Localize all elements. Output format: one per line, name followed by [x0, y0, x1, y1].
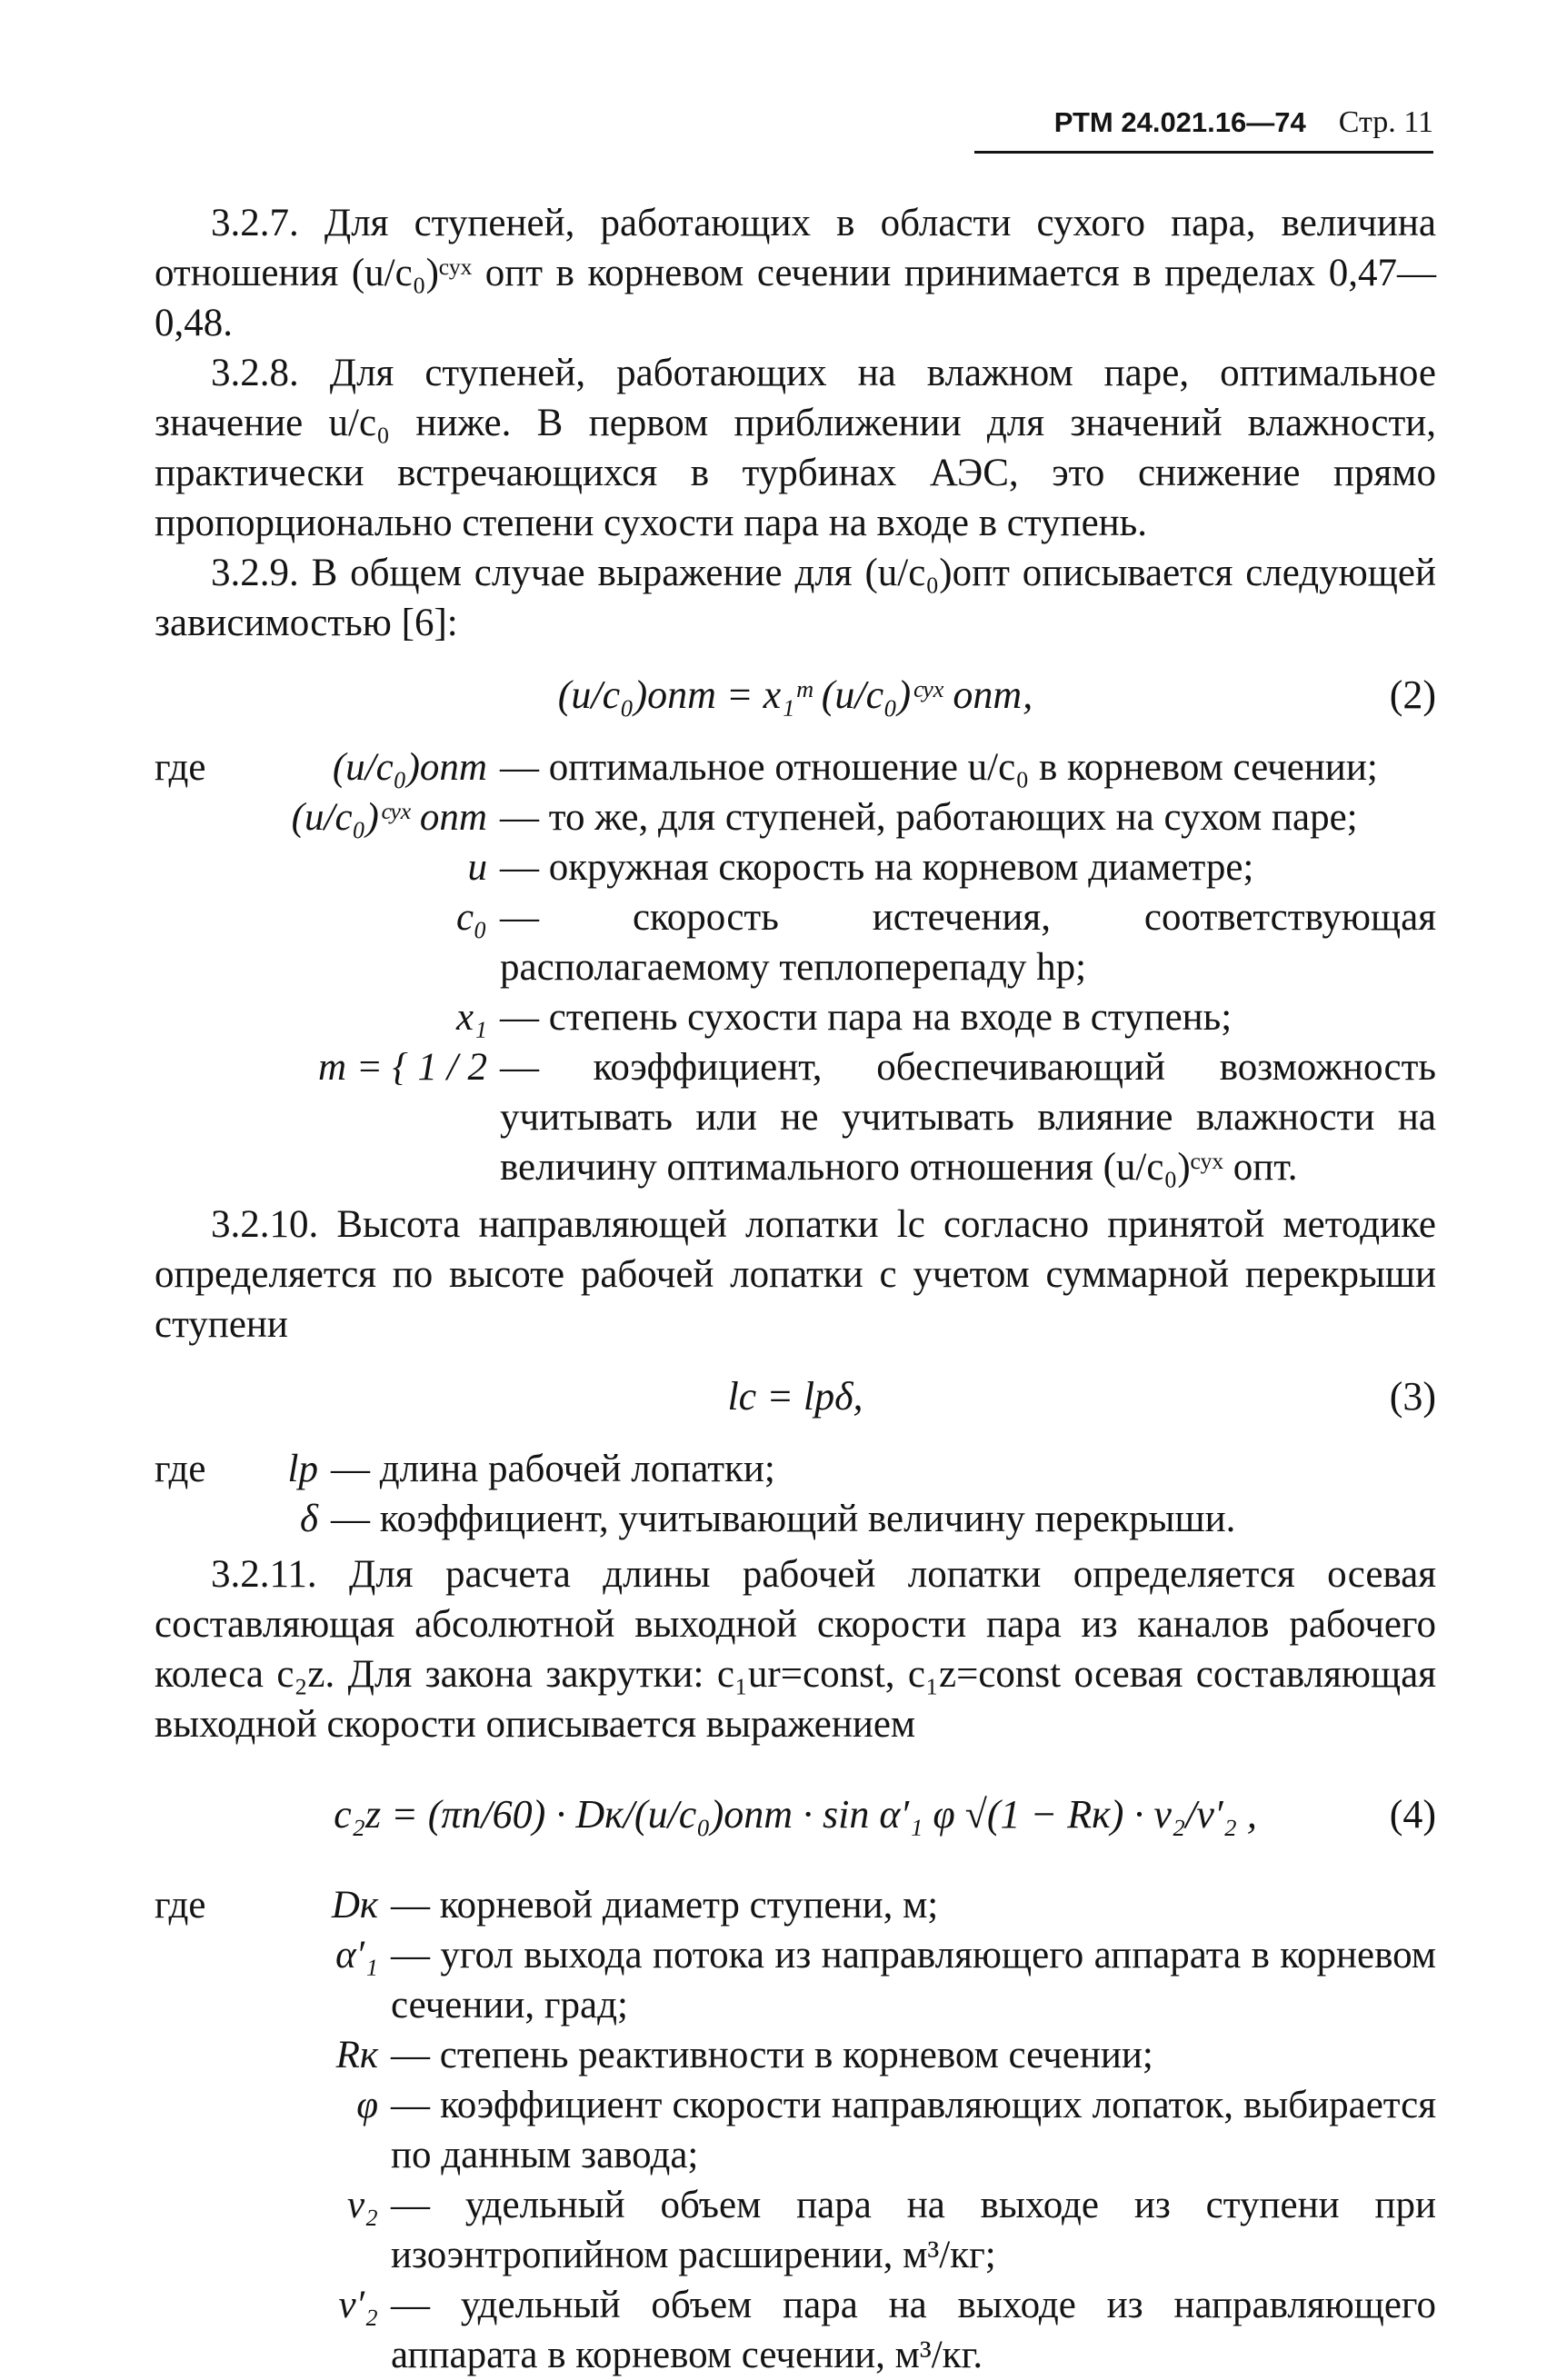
definitions-list-c [155, 1880, 1436, 2380]
definition-text: — степень сухости пара на входе в ступень; [500, 996, 1233, 1039]
definition-text: — удельный объем пара на выходе из ступени при изоэнтропийном расширении, м³/кг; [391, 2184, 1436, 2276]
formula-3-expression: lc = lрδ, [727, 1374, 863, 1419]
formula-4 [155, 1760, 1436, 1869]
definition-symbol: c₀ [455, 896, 487, 939]
definition-symbol: lр [287, 1448, 318, 1490]
definition-symbol: m = { 1 / 2 [318, 1046, 487, 1089]
formula-4-number: (4) [1389, 1792, 1436, 1837]
definition-symbol: x₁ [455, 996, 487, 1039]
definition-symbol: φ [356, 2084, 378, 2126]
paragraph-3-2-11: 3.2.11. Для расчета длины рабочей лопатки определяется осевая составляющая абсолютной выходной скорости пара из каналов рабочего колеса c₂z. Для закона закрутки: c₁ur=const, c₁z=const осевая составляющая выходной скорости описывается выражением [155, 1553, 1436, 1746]
where-label: где [155, 1448, 206, 1490]
page-number: Стр. 11 [1338, 105, 1433, 139]
definition-text: — длина рабочей лопатки; [331, 1448, 775, 1490]
definition-text: — удельный объем пара на выходе из направляющего аппарата в корневом сечении, м³/кг. [391, 2284, 1436, 2376]
formula-2-number: (2) [1389, 672, 1436, 717]
definition-symbol: v′₂ [338, 2284, 378, 2326]
definition-text: — коэффициент, учитывающий величину перекрыши. [331, 1498, 1236, 1540]
paragraph-3-2-8: 3.2.8. Для ступеней, работающих на влажном паре, оптимальное значение u/c₀ ниже. В первом приближении для значений влажности, практически встречающихся в турбинах АЭС, это снижение прямо пропорционально степени сухости пара на входе в ступень. [155, 352, 1436, 544]
paragraph-3-2-10: 3.2.10. Высота направляющей лопатки lc согласно принятой методике определяется по высоте рабочей лопатки с учетом суммарной перекрыши ступени [155, 1203, 1436, 1346]
formula-2-expression: (u/c₀)опт = x₁ᵐ (u/c₀)ᶜʸˣ опт, [557, 672, 1033, 717]
definition-text: — окружная скорость на корневом диаметре; [500, 846, 1254, 889]
definition-symbol: Dк [331, 1884, 378, 1927]
definition-text: — скорость истечения, соответствующая располагаемому теплоперепаду hр; [500, 896, 1436, 989]
paragraph-3-2-9: 3.2.9. В общем случае выражение для (u/c₀)опт описывается следующей зависимостью [6]: [155, 552, 1436, 644]
formula-3-number: (3) [1389, 1374, 1436, 1419]
definition-text: — оптимальное отношение u/c₀ в корневом сечении; [500, 746, 1378, 789]
definitions-list-b [155, 1444, 1436, 1544]
definition-symbol: (u/c₀)ᶜʸˣ опт [291, 796, 487, 839]
definition-text: — угол выхода потока из направляющего аппарата в корневом сечении, град; [391, 1934, 1436, 2026]
definition-symbol: δ [300, 1498, 318, 1540]
formula-3 [155, 1360, 1436, 1433]
definition-symbol: u [467, 846, 487, 889]
paragraph-3-2-7: 3.2.7. Для ступеней, работающих в области сухого пара, величина отношения (u/c₀)ᶜʸˣ опт в корневом сечении принимается в пределах 0,47—0,48. [155, 202, 1436, 344]
definition-symbol: Rк [335, 2034, 378, 2076]
where-label: где [155, 1884, 206, 1927]
page-header [974, 105, 1433, 154]
definition-text: — коэффициент, обеспечивающий возможность учитывать или не учитывать влияние влажности на величину оптимального отношения (u/c₀)ᶜʸˣ опт. [500, 1046, 1436, 1189]
definition-text: — степень реактивности в корневом сечении; [391, 2034, 1153, 2076]
definition-text: — то же, для ступеней, работающих на сухом паре; [500, 796, 1358, 839]
where-label: где [155, 746, 206, 789]
definition-text: — корневой диаметр ступени, м; [391, 1884, 939, 1927]
definition-text: — коэффициент скорости направляющих лопаток, выбирается по данным завода; [391, 2084, 1436, 2176]
definition-symbol: v₂ [346, 2184, 378, 2226]
definitions-list-a [155, 742, 1436, 1192]
definition-symbol: α′₁ [335, 1934, 378, 1977]
page-body [155, 198, 1436, 2380]
document-code: РТМ 24.021.16—74 [1053, 106, 1306, 138]
formula-4-expression: c₂z = (πn/60) · Dк/(u/c₀)опт · sin α′₁ φ √(1 − Rк) · v₂/v′₂ , [334, 1792, 1257, 1837]
formula-2 [155, 659, 1436, 732]
definition-symbol: (u/c₀)опт [332, 746, 487, 789]
